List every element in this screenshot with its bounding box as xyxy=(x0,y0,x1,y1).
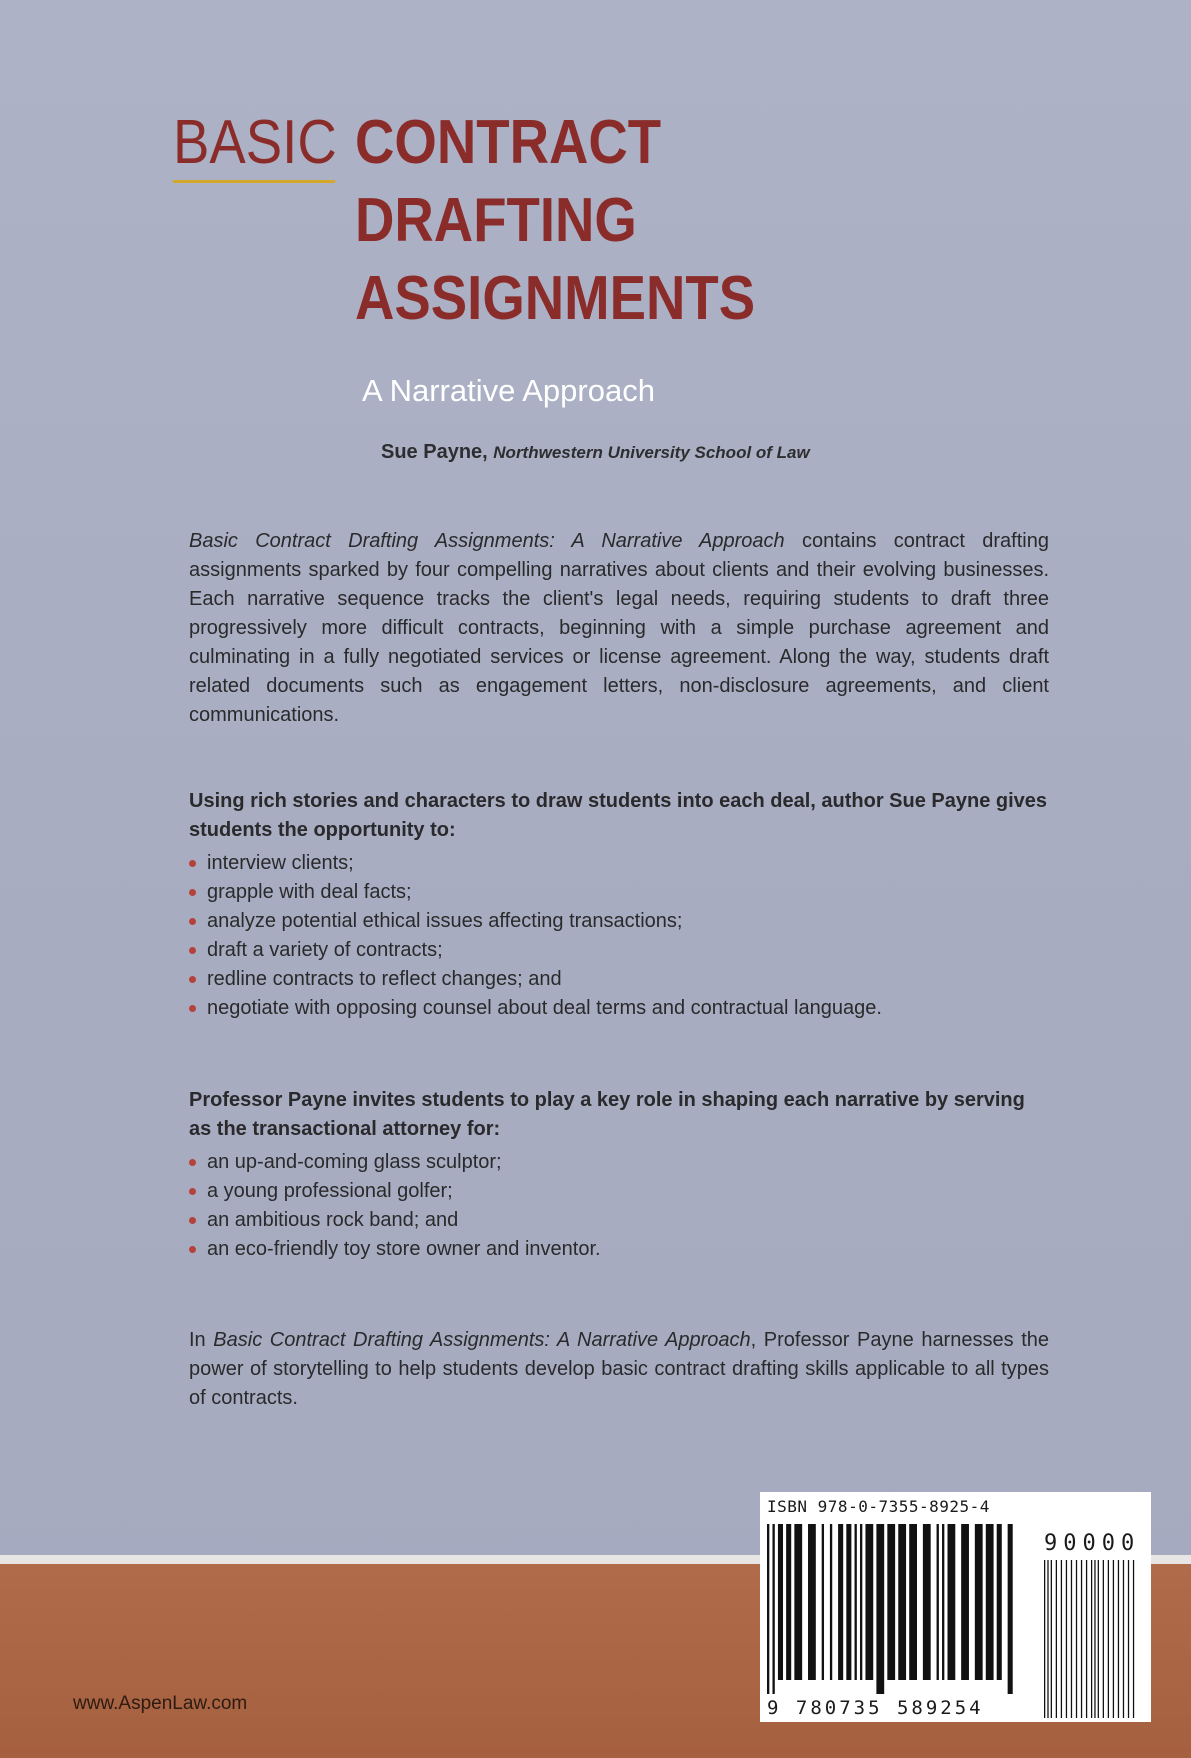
barcode-bar xyxy=(855,1524,857,1680)
barcode-bar xyxy=(1123,1560,1124,1718)
barcode-bar xyxy=(1098,1560,1099,1718)
list-item: negotiate with opposing counsel about deal terms and contractual language. xyxy=(189,994,882,1023)
isbn-label: ISBN 978-0-7355-8925-4 xyxy=(767,1497,990,1516)
list-item: analyze potential ethical issues affecting transactions; xyxy=(189,907,882,936)
barcode-bar xyxy=(786,1524,791,1680)
barcode-bar xyxy=(1061,1560,1062,1718)
barcode-bar xyxy=(1108,1560,1109,1718)
author-affiliation: Northwestern University School of Law xyxy=(493,443,810,462)
barcode-bar xyxy=(808,1524,816,1680)
publisher-website: www.AspenLaw.com xyxy=(73,1693,248,1714)
barcode-bar xyxy=(822,1524,824,1680)
barcode-bar xyxy=(767,1524,769,1694)
price-barcode xyxy=(1044,1560,1148,1718)
barcode-bar xyxy=(876,1524,884,1694)
barcode-bar xyxy=(1091,1560,1092,1718)
bullet-icon xyxy=(189,976,196,983)
list-item: a young professional golfer; xyxy=(189,1177,601,1206)
list-item: redline contracts to reflect changes; and xyxy=(189,965,882,994)
barcode-bar xyxy=(830,1524,832,1680)
price-code: 90000 xyxy=(1044,1531,1141,1556)
ean-digits: 9 780735 589254 xyxy=(767,1697,984,1719)
bullet-icon xyxy=(189,1246,196,1253)
barcode-bar xyxy=(860,1524,862,1680)
barcode-bar xyxy=(1081,1560,1082,1718)
barcode-bar xyxy=(1051,1560,1052,1718)
isbn-barcode xyxy=(767,1524,1035,1694)
list-item: grapple with deal facts; xyxy=(189,878,882,907)
section1-list xyxy=(189,849,882,1023)
barcode-bar xyxy=(1118,1560,1119,1718)
bullet-icon xyxy=(189,1188,196,1195)
barcode-bar xyxy=(1094,1560,1095,1718)
barcode-bar xyxy=(846,1524,851,1680)
title-basic: BASIC xyxy=(173,108,337,177)
barcode-bar xyxy=(1071,1560,1072,1718)
barcode-bar xyxy=(772,1524,774,1694)
closing-prefix: In xyxy=(189,1329,206,1351)
barcode-bar xyxy=(1008,1524,1013,1694)
subtitle: A Narrative Approach xyxy=(362,373,655,408)
author-line xyxy=(381,441,810,464)
barcode-bar xyxy=(923,1524,931,1680)
barcode-bar xyxy=(1103,1560,1104,1718)
barcode-bar xyxy=(942,1524,944,1680)
barcode-bar xyxy=(778,1524,783,1680)
list-item: interview clients; xyxy=(189,849,882,878)
title-contract: CONTRACT xyxy=(355,108,662,177)
barcode-bar xyxy=(794,1524,802,1680)
barcode-bar xyxy=(1056,1560,1057,1718)
section2-list xyxy=(189,1148,601,1264)
barcode-bar xyxy=(947,1524,955,1680)
barcode-bar xyxy=(887,1524,895,1680)
barcode-bar xyxy=(986,1524,994,1680)
barcode-bar xyxy=(1044,1560,1045,1718)
barcode-bar xyxy=(1128,1560,1129,1718)
description-book-title: Basic Contract Drafting Assignments: A Narrative Approach xyxy=(189,530,785,552)
bullet-icon xyxy=(189,1159,196,1166)
barcode-bar xyxy=(1086,1560,1087,1718)
barcode-bar xyxy=(909,1524,917,1680)
barcode-bar xyxy=(1076,1560,1077,1718)
description-paragraph xyxy=(189,527,1049,730)
barcode-bar xyxy=(865,1524,873,1680)
barcode-bar xyxy=(1047,1560,1048,1718)
title-assignments: ASSIGNMENTS xyxy=(355,264,756,333)
list-item: an up-and-coming glass sculptor; xyxy=(189,1148,601,1177)
bullet-icon xyxy=(189,1005,196,1012)
section2-lead: Professor Payne invites students to play a key role in shaping each narrative by serving as the transactional attorney for: xyxy=(189,1089,1025,1140)
bullet-icon xyxy=(189,1217,196,1224)
bullet-icon xyxy=(189,947,196,954)
description-text: contains contract drafting assignments sparked by four compelling narratives about clients and their evolving businesses. Each narrative sequence tracks the client's legal needs, requiring students to draft three progressively more difficult contracts, beginning with a simple purchase agreement and culminating in a fully negotiated services or license agreement. Along the way, students draft related documents such as engagement letters, non-disclosure agreements, and client communications. xyxy=(189,530,1049,726)
barcode-bar xyxy=(961,1524,969,1680)
barcode-bar xyxy=(997,1524,1002,1680)
title-accent-rule xyxy=(173,180,335,183)
list-item: draft a variety of contracts; xyxy=(189,936,882,965)
title-drafting: DRAFTING xyxy=(355,186,637,255)
closing-paragraph xyxy=(189,1326,1049,1413)
closing-text: , Professor Payne harnesses the power of storytelling to help students develop basic contract drafting skills applicable to all types of contracts. xyxy=(189,1329,1050,1409)
barcode-bar xyxy=(937,1524,939,1680)
barcode-bar xyxy=(1113,1560,1114,1718)
barcode-bar xyxy=(838,1524,843,1680)
bullet-icon xyxy=(189,860,196,867)
list-item: an eco-friendly toy store owner and inventor. xyxy=(189,1235,601,1264)
list-item: an ambitious rock band; and xyxy=(189,1206,601,1235)
closing-book-title: Basic Contract Drafting Assignments: A Narrative Approach xyxy=(213,1329,751,1351)
barcode-bar xyxy=(898,1524,906,1680)
barcode-bar xyxy=(1133,1560,1134,1718)
barcode-bar xyxy=(975,1524,983,1680)
barcode-bar xyxy=(1066,1560,1067,1718)
bullet-icon xyxy=(189,918,196,925)
section1-lead: Using rich stories and characters to draw students into each deal, author Sue Payne gives students the opportunity to: xyxy=(189,790,1048,841)
bullet-icon xyxy=(189,889,196,896)
author-name: Sue Payne, xyxy=(381,441,488,463)
